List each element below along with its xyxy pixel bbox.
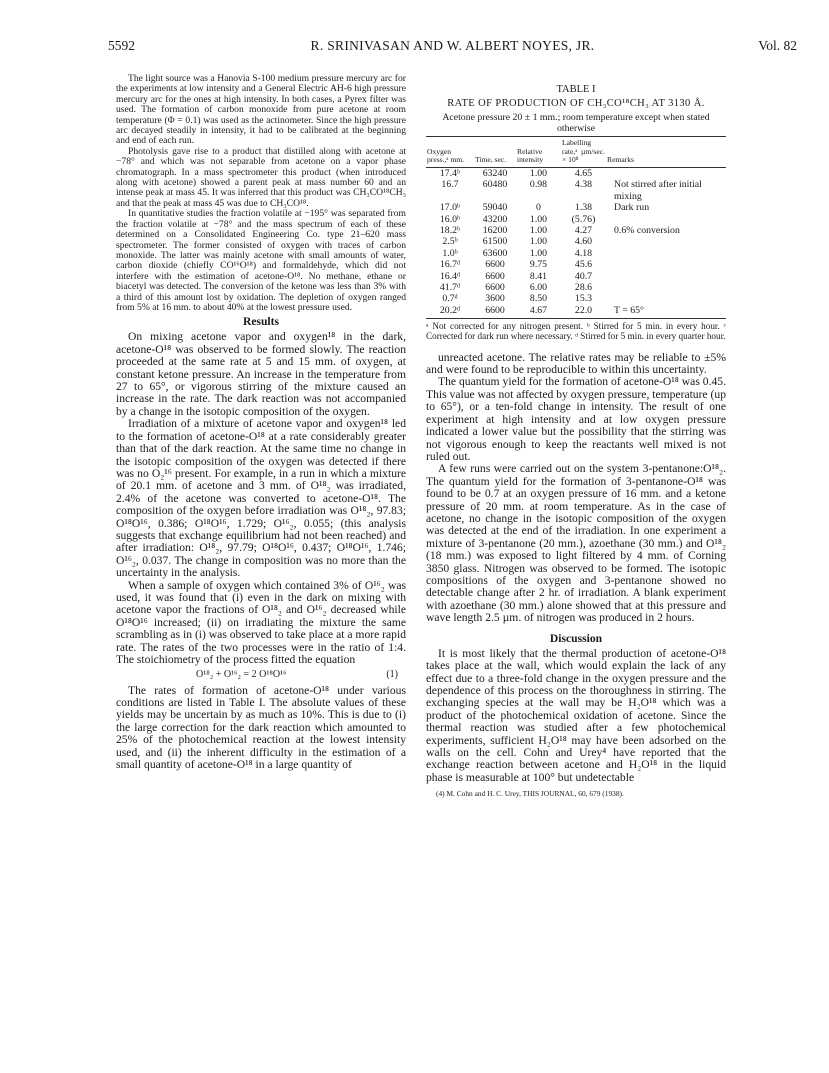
right-column [426, 84, 726, 800]
time-cell: 59040 [482, 202, 508, 214]
remarks-cell: Dark run [614, 202, 650, 214]
oxygen-pressure-cell: 20.2ᵈ [426, 305, 474, 319]
remarks-cell: Not stirred after initial mixing [614, 179, 702, 202]
table-row [426, 293, 726, 304]
oxygen-pressure-cell: 16.7 [441, 179, 459, 191]
labelling-rate-cell: 40.7 [574, 270, 593, 282]
time-cell: 6600 [474, 305, 516, 319]
authors-header: R. SRINIVASAN AND W. ALBERT NOYES, JR. [310, 38, 595, 53]
time-cell: 63600 [482, 247, 508, 259]
time-cell: 6600 [485, 282, 505, 294]
discussion-paragraph: It is most likely that the thermal production of acetone-O¹⁸ takes place at the wall, which would explain the lack of any effect due to a three-fold change in the oxygen pressure and the dependence of this process on the thoroughness in stirring. The exchanging species at the wall may be H₂O¹⁸ which was a product of the photochemical oxidation of acetone. Since the thermal reaction was studied after a few photochemical experiments, sufficient H₂O¹⁸ may have been adsorbed on the walls on the cell. Cohn and Urey⁴ have reported that the exchange reaction between acetone and H₂O¹⁸ in the liquid phase is measurable at 100° but undetectable [426, 646, 726, 784]
reference-footnote: (4) M. Cohn and H. C. Urey, THIS JOURNAL, 60, 679 (1938). [436, 789, 624, 799]
labelling-rate-cell: 28.6 [574, 282, 593, 294]
time-cell: 60480 [482, 179, 508, 191]
table-row [426, 282, 726, 293]
intensity-cell: 6.00 [529, 282, 548, 294]
labelling-rate-cell: 4.38 [574, 179, 593, 191]
table-row [426, 202, 726, 213]
intensity-cell: 0.98 [529, 179, 548, 191]
labelling-rate-cell: 4.60 [574, 236, 593, 248]
discussion-heading: Discussion [549, 631, 603, 645]
time-cell: 43200 [482, 213, 508, 225]
labelling-rate-cell: (5.76) [571, 213, 596, 225]
table-row [426, 236, 726, 247]
oxygen-pressure-cell: 17.4ᵇ [439, 167, 461, 179]
oxygen-pressure-cell: 17.0ᵇ [439, 202, 461, 214]
oxygen-pressure-cell: 18.2ᵇ [439, 225, 461, 236]
intensity-cell: 8.50 [529, 293, 548, 305]
experimental-section [116, 74, 406, 313]
equation-text: O¹⁸₂ + O¹⁶₂ = 2 O¹⁸O¹⁶ [196, 669, 287, 681]
exp-paragraph: Photolysis gave rise to a product that distilled along with acetone at −78° and which was not separable from acetone on a vapor phase chromatograph. In a mass spectrometer this product (when introduced along with acetone) showed a parent peak at mass number 60 and an intense peak at mass 45. It was inferred that this product was CH₃CO¹⁸CH₃ and that the peak at mass 45 was due to CH₃CO¹⁸. [116, 145, 406, 209]
intensity-cell: 1.00 [529, 247, 548, 259]
table-row [426, 259, 726, 270]
intensity-cell: 8.41 [529, 270, 548, 282]
remarks-cell [606, 214, 726, 225]
remarks-cell [606, 271, 726, 282]
table-row [426, 271, 726, 282]
time-cell: 61500 [482, 236, 508, 248]
table-i [426, 84, 726, 342]
equation-number: (1) [386, 669, 398, 681]
labelling-rate-cell: 22.0 [561, 305, 606, 319]
intensity-cell: 1.00 [529, 236, 548, 248]
intensity-cell: 1.00 [529, 225, 548, 236]
col-header: Time, sec. [474, 137, 516, 168]
table-body [426, 167, 726, 318]
remarks-cell [606, 293, 726, 304]
table-caption: RATE OF PRODUCTION OF CH₃CO¹⁸CH₃ AT 3130 Å. [447, 98, 705, 110]
oxygen-pressure-cell: 2.5ᵇ [442, 236, 458, 248]
body-paragraph: The quantum yield for the formation of acetone-O¹⁸ was 0.45. This value was not affected by oxygen pressure, temperature (up to 65°), or a ten-fold change in intensity. The result of one experiment at high intensity and at low oxygen pressure indicated a lower value but the possibility that the stirring was not vigorous enough to keep the reactants well mixed is not ruled out. [426, 375, 726, 463]
oxygen-pressure-cell: 16.4ᵈ [439, 270, 461, 282]
intensity-cell: 1.00 [529, 213, 548, 225]
time-cell: 3600 [485, 293, 505, 305]
time-cell: 6600 [485, 270, 505, 282]
time-cell: 6600 [485, 259, 505, 271]
page-number: 5592 [108, 38, 135, 53]
table-row [426, 214, 726, 225]
remarks-cell: 0.6% conversion [614, 225, 680, 236]
labelling-rate-cell: 4.65 [574, 167, 593, 179]
table-label: TABLE I [556, 84, 596, 95]
time-cell: 63240 [482, 167, 508, 179]
table-row [426, 248, 726, 259]
oxygen-pressure-cell: 41.7ᵈ [439, 282, 461, 294]
left-column [116, 74, 406, 771]
col-header: Labelling rate,ᵃ µm/sec. × 10⁸ [561, 137, 606, 168]
labelling-rate-cell: 4.27 [574, 225, 593, 236]
remarks-cell [606, 248, 726, 259]
results-paragraph: When a sample of oxygen which contained 3% of O¹⁶₂ was used, it was found that (i) even in the dark on mixing with acetone vapor the fractions of O¹⁸₂ and O¹⁶₂ decreased while O¹⁸O¹⁶ increased; (ii) on irradiating the mixture the same scrambling as in (i) was observed to take place at a more rapid rate. The rates of the two processes were in the ratio of 1:4. The stoichiometry of the process fitted the equation [116, 578, 406, 666]
labelling-rate-cell: 4.18 [574, 247, 593, 259]
body-paragraph: A few runs were carried out on the system 3-pentanone:O¹⁸₂. The quantum yield for the formation of 3-pentanone-O¹⁸ was found to be 0.7 at an oxygen pressure of 16 mm. and a ketone pressure of 20 mm. at room temperature. As in the case of acetone, no change in the isotopic composition of the oxygen was detected at the end of the irradiation. In one experiment a mixture of 3-pentanone (20 mm.), azoethane (30 mm.) and O¹⁸₂ (18 mm.) was exposed to light filtered by 4 mm. of Corning 3850 glass. Nitrogen was observed to be formed. The isotopic compositions of the oxygen and 3-pentanone showed no detectable change after 2 hr. of irradiation. A blank experiment with azoethane (30 mm.) alone showed that at this pressure and wave length 2.5 µm. of nitrogen was produced in 2 hours. [426, 462, 726, 625]
col-header: Oxygen press.,ᵃ mm. [426, 137, 474, 168]
intensity-cell: 0 [536, 202, 541, 214]
oxygen-pressure-cell: 16.0ᵇ [439, 213, 461, 225]
remarks-cell [606, 167, 726, 179]
col-header: Remarks [606, 137, 726, 168]
remarks-cell [606, 259, 726, 270]
remarks-cell: T = 65° [606, 305, 726, 319]
col-header: Relative intensity [516, 137, 561, 168]
table-header-row [426, 137, 726, 168]
exp-paragraph: The light source was a Hanovia S-100 medium pressure mercury arc for the experiments at low intensity and a General Electric AH-6 high pressure mercury arc for the ones at high intensity. In both cases, a Pyrex filter was used. The formation of carbon monoxide from pure acetone at room temperature (Φ = 0.1) was used as the actinometer. Since the high pressure arc decayed steadily in intensity, it had to be calibrated at the beginning and end of each run. [116, 73, 406, 147]
oxygen-pressure-cell: 0.7ᵈ [442, 293, 458, 305]
table-row [426, 305, 726, 319]
table-row [426, 167, 726, 179]
labelling-rate-cell: 15.3 [574, 293, 593, 305]
intensity-cell: 9.75 [529, 259, 548, 271]
results-paragraph: On mixing acetone vapor and oxygen¹⁸ in the dark, acetone-O¹⁸ was observed to be formed slowly. The reaction proceeded at the same rate at 5 and 15 mm. of oxygen, at constant ketone pressure. An increase in the temperature from 27 to 65°, or vigorous stirring of the mixture caused an increase in the rate. The dark reaction was not accompanied by a change in the isotopic composition of the oxygen. [116, 330, 406, 418]
remarks-cell [606, 282, 726, 293]
exp-paragraph: In quantitative studies the fraction volatile at −195° was separated from the fraction volatile at −78° and the mass spectrum of each of these determined on a Consolidated Engineering Co. type 21–620 mass spectrometer. The former consisted of oxygen with traces of carbon monoxide. The latter was mainly acetone with small amounts of water, carbon dioxide (chiefly CO¹⁶O¹⁸) and formaldehyde, which did not interfere with the estimation of acetone-O¹⁸. No methane, ethane or biacetyl was detected. The conversion of the ketone was less than 3% with a third of this amount lost by oxidation. The depletion of oxygen ranged from 5% at 16 mm. to about 40% at the lowest pressure used. [116, 208, 406, 313]
intensity-cell: 1.00 [529, 167, 548, 179]
equation-1 [116, 666, 406, 684]
oxygen-pressure-cell: 16.7ᵈ [439, 259, 461, 271]
table-row [426, 225, 726, 236]
running-header [108, 38, 797, 56]
intensity-cell: 4.67 [516, 305, 561, 319]
results-heading: Results [242, 315, 280, 329]
table-subcaption: Acetone pressure 20 ± 1 mm.; room temperature except when stated otherwise [442, 112, 710, 135]
volume-label: Vol. 82 [758, 38, 797, 53]
data-table [426, 136, 726, 319]
table-row [426, 179, 726, 202]
labelling-rate-cell: 45.6 [574, 259, 593, 271]
remarks-cell [606, 236, 726, 247]
body-paragraph: unreacted acetone. The relative rates may be reliable to ±5% and were found to be reproducible to within this uncertainty. [426, 350, 726, 377]
table-footnotes: ᵃ Not corrected for any nitrogen present. ᵇ Stirred for 5 min. in every hour. ᶜ Corrected for dark run where necessary. ᵈ Stirred for 5 min. in every quarter hour. [426, 321, 726, 342]
time-cell: 16200 [482, 225, 508, 236]
results-paragraph: The rates of formation of acetone-O¹⁸ under various conditions are listed in Table I. The absolute values of these yields may be uncertain by as much as 10%. This is due to (i) the large correction for the dark reaction which amounted to 25% of the photochemical reaction at the lowest intensity used, and (ii) the inherent difficulty in the estimation of a small quantity of acetone-O¹⁸ in a large quantity of [116, 683, 406, 771]
results-paragraph: Irradiation of a mixture of acetone vapor and oxygen¹⁸ led to the formation of acetone-O¹⁸ at a rate considerably greater than that of the dark reaction. At the same time no change in the isotopic composition of the oxygen was detected if there was no O₂¹⁶ present. For example, in a run in which a mixture of 20.1 mm. of acetone and 3 mm. of O¹⁸₂ was irradiated, 2.4% of the acetone was converted to acetone-O¹⁸. The composition of the oxygen before irradiation was O¹⁸₂, 97.83; O¹⁸O¹⁶, 0.386; O¹⁸O¹⁶, 1.729; O¹⁶₂, 0.055; (this analysis suggests that exchange equilibrium had not been reached) and after irradiation: O¹⁸₂, 97.79; O¹⁸O¹⁶, 0.437; O¹⁸O¹⁶, 1.746; O¹⁶₂, 0.037. The change in composition was no more than the uncertainty in the analysis. [116, 417, 406, 580]
oxygen-pressure-cell: 1.0ᵇ [442, 247, 458, 259]
labelling-rate-cell: 1.38 [574, 202, 593, 214]
